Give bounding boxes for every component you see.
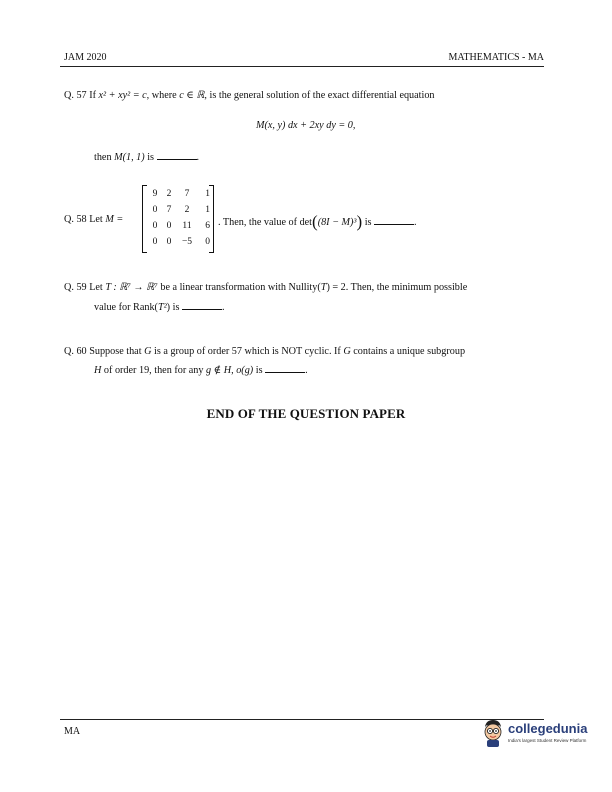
matrix-cell: 0 xyxy=(152,221,158,231)
q57-text-a: If xyxy=(89,90,96,101)
q59-line2-b: ) is xyxy=(166,302,180,313)
matrix-left-bracket xyxy=(142,185,147,253)
matrix-cell: 1 xyxy=(205,189,210,199)
end-of-paper-title: END OF THE QUESTION PAPER xyxy=(206,406,406,421)
q60-cond: g ∉ H, o(g) xyxy=(206,365,254,376)
matrix-cell: 0 xyxy=(152,237,158,247)
q58-paren-open: ( xyxy=(312,212,318,231)
q60-line2-a: of order 19, then for any xyxy=(103,365,204,376)
q59-t1: T xyxy=(320,282,327,293)
q58-tail xyxy=(218,212,417,232)
q58-answer-blank[interactable] xyxy=(374,215,414,225)
q59-text-a: be a linear transformation with Nullity( xyxy=(160,282,321,293)
q59-map: T : ℝ⁷ → ℝ⁷ xyxy=(105,282,158,293)
q59-answer-blank[interactable] xyxy=(182,300,222,310)
q60-line2 xyxy=(94,363,308,376)
q60-line2-b: is xyxy=(255,365,263,376)
q60-h1: H xyxy=(94,365,102,376)
q58-number: Q. 58 xyxy=(64,214,87,225)
q57-end: . xyxy=(196,152,200,163)
matrix-cell: 6 xyxy=(205,221,210,231)
header-rule xyxy=(60,66,544,67)
q59-t2: T² xyxy=(157,302,167,313)
q57-text-c: is the general solution of the exact differential equation xyxy=(209,90,435,101)
matrix-cell: 11 xyxy=(182,221,192,231)
q60-text-c: contains a unique subgroup xyxy=(353,346,466,357)
q59-line2-a: value for Rank( xyxy=(94,302,158,313)
matrix-cell: 0 xyxy=(152,205,158,215)
matrix-cell: 7 xyxy=(166,205,172,215)
q60-end: . xyxy=(305,365,308,376)
matrix-cell: 0 xyxy=(166,221,172,231)
q57-expr: x² + xy² = c, xyxy=(98,90,150,101)
logo-tagline: India's largest Student Review Platform xyxy=(508,738,587,743)
q58-text-then: . Then, the value of det xyxy=(218,217,313,228)
question-57 xyxy=(64,90,435,101)
matrix-grid xyxy=(148,187,208,251)
q59-text-b: ) = 2. Then, the minimum possible xyxy=(326,282,468,293)
q58-inner: (8I − M)³ xyxy=(317,217,357,228)
matrix-cell: 1 xyxy=(205,205,210,215)
q59-line2 xyxy=(94,300,225,313)
q58-paren-close: ) xyxy=(356,212,363,231)
question-59 xyxy=(64,282,467,293)
collegedunia-logo xyxy=(480,718,590,766)
q60-g1: G xyxy=(144,346,152,357)
q57-then-line xyxy=(94,150,199,163)
footer-rule xyxy=(60,719,544,720)
question-58-lead xyxy=(64,214,123,225)
q57-then-expr: M(1, 1) xyxy=(114,152,145,163)
question-60 xyxy=(64,346,465,357)
q60-answer-blank[interactable] xyxy=(265,363,305,373)
matrix-cell: 2 xyxy=(184,205,190,215)
q58-let: Let xyxy=(89,214,103,225)
matrix-cell: −5 xyxy=(181,237,193,247)
q59-number: Q. 59 xyxy=(64,282,87,293)
mascot-icon xyxy=(480,718,506,748)
logo-wordmark: collegedunia xyxy=(508,721,588,736)
header-right: MATHEMATICS - MA xyxy=(448,52,544,63)
matrix-cell: 0 xyxy=(166,237,172,247)
q60-text-b: is a group of order 57 which is NOT cyclic. If xyxy=(154,346,341,357)
q58-text-is: is xyxy=(364,217,372,228)
q57-equation-text: M(x, y) dx + 2xy dy = 0, xyxy=(256,120,356,131)
q57-answer-blank[interactable] xyxy=(157,150,197,160)
q57-equation xyxy=(256,120,355,131)
q57-text-b: where xyxy=(151,90,177,101)
q57-cond: c ∈ ℝ, xyxy=(179,90,207,101)
header-left: JAM 2020 xyxy=(64,52,107,63)
q57-then-a: then xyxy=(94,152,112,163)
q59-end: . xyxy=(221,302,225,313)
q58-end: . xyxy=(414,217,417,228)
q57-then-b: is xyxy=(147,152,154,163)
q60-number: Q. 60 xyxy=(64,346,87,357)
q59-let: Let xyxy=(89,282,103,293)
q57-number: Q. 57 xyxy=(64,90,87,101)
q60-g2: G xyxy=(343,346,351,357)
matrix-cell: 7 xyxy=(184,189,190,199)
q58-lhs: M = xyxy=(105,214,124,225)
matrix-cell: 0 xyxy=(205,237,210,247)
q58-matrix xyxy=(142,185,214,253)
matrix-cell: 2 xyxy=(166,189,172,199)
q60-text-a: Suppose that xyxy=(89,346,142,357)
footer-code: MA xyxy=(64,726,81,737)
matrix-cell: 9 xyxy=(152,189,158,199)
